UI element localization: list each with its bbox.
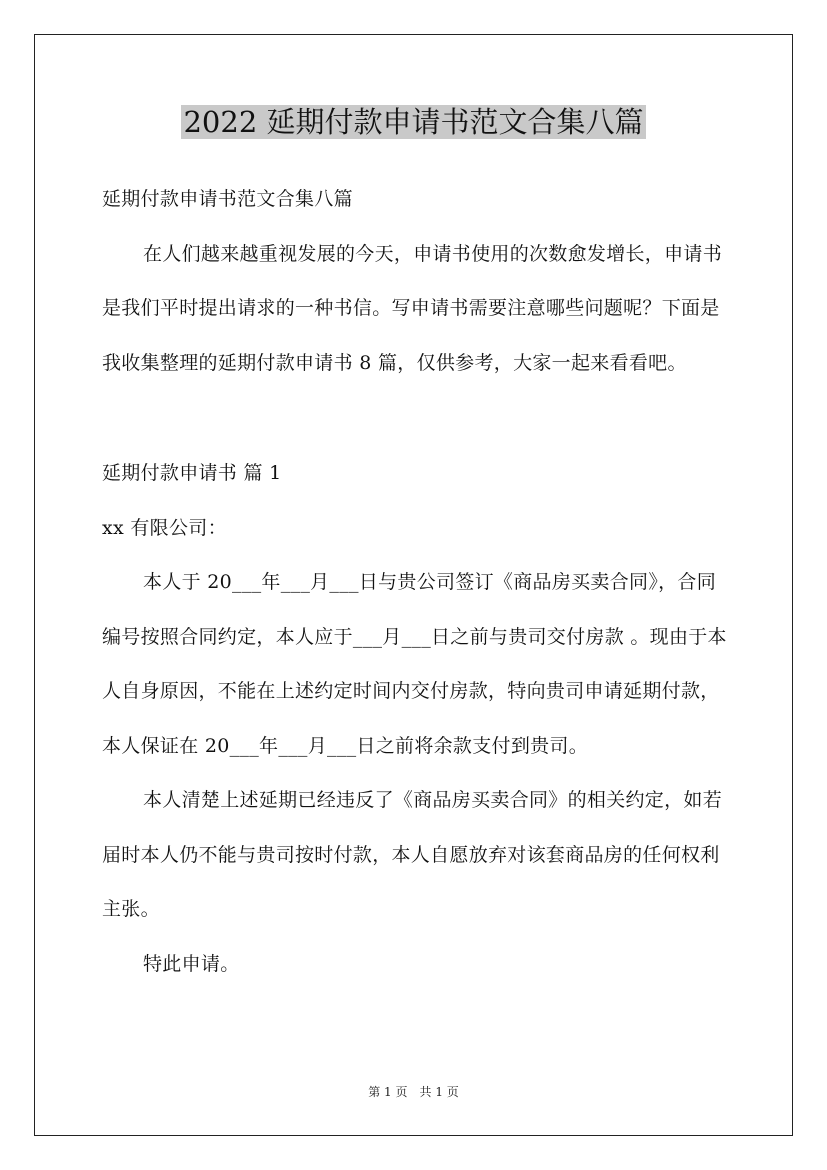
closing-line: 特此申请。 bbox=[143, 952, 240, 975]
document-title-container bbox=[0, 100, 827, 144]
intro-paragraph: 在人们越来越重视发展的今天，申请书使用的次数愈发增长，申请书是我们平时提出请求的一种书信。写申请书需要注意哪些问题呢？下面是我收集整理的延期付款申请书 8 篇，仅供参考，大家一起来看看吧。 bbox=[102, 242, 723, 374]
body-paragraph-1: 本人于 20___年___月___日与贵公司签订《商品房买卖合同》，合同编号按照合同约定，本人应于___月___日之前与贵司交付房款 。现由于本人自身原因，不能在上述约定时间内交付房款，特向贵司申请延期付款，本人保证在 20___年___月___日之前将余款支付到贵司。 bbox=[102, 571, 727, 757]
addressee-line: xx 有限公司： bbox=[102, 516, 227, 539]
page-footer: 第 1 页 共 1 页 bbox=[368, 1085, 459, 1099]
section-gap bbox=[102, 390, 732, 446]
section-heading: 延期付款申请书 篇 1 bbox=[102, 462, 282, 484]
document-subtitle: 延期付款申请书范文合集八篇 bbox=[102, 188, 353, 210]
document-title: 2022 延期付款申请书范文合集八篇 bbox=[183, 105, 644, 139]
body-paragraph-2: 本人清楚上述延期已经违反了《商品房买卖合同》的相关约定，如若届时本人仍不能与贵司按时付款，本人自愿放弃对该套商品房的任何权利主张。 bbox=[102, 789, 723, 920]
document-body bbox=[102, 172, 732, 991]
